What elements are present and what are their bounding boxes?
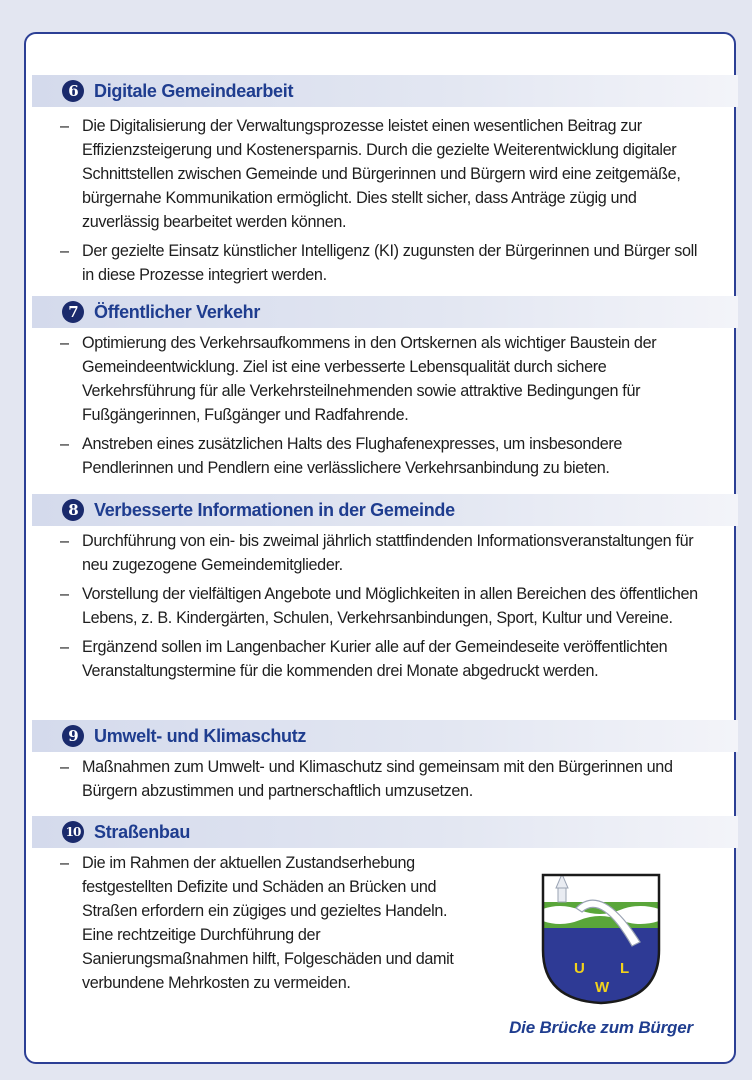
dash-bullet: –: [60, 585, 69, 603]
section-number-badge: 8: [62, 499, 84, 521]
section-number-badge: 10: [62, 821, 84, 843]
section-items-8: [60, 529, 700, 688]
section-title: Digitale Gemeindearbeit: [94, 80, 294, 101]
dash-bullet: –: [60, 758, 69, 776]
section-header-10: [32, 816, 738, 848]
list-item-text: Durchführung von ein- bis zweimal jährlich stattfindenden Informationsveranstaltungen für neu zugezogene Gemeindemitglieder.: [82, 532, 694, 574]
list-item-text: Optimierung des Verkehrsaufkommens in den Ortskernen als wichtiger Baustein der Gemeindeentwicklung. Ziel ist eine verbesserte Lebensqualität durch sichere Verkehrsführung für alle Verkehrsteilnehmenden sowie attraktive Bedingungen für Fußgängerinnen, Fußgänger und Radfahrende.: [82, 334, 657, 424]
list-item: [60, 635, 700, 683]
dash-bullet: –: [60, 334, 69, 352]
list-item-text: Der gezielte Einsatz künstlicher Intelligenz (KI) zugunsten der Bürgerinnen und Bürger soll in diese Prozesse integriert werden.: [82, 242, 698, 284]
section-title: Straßenbau: [94, 821, 191, 842]
dash-bullet: –: [60, 638, 69, 656]
list-item: [60, 239, 700, 287]
section-header-7: [32, 296, 738, 328]
section-items-7: [60, 331, 700, 485]
section-title: Verbesserte Informationen in der Gemeinde: [94, 499, 455, 520]
section-title: Öffentlicher Verkehr: [94, 301, 261, 322]
dash-bullet: –: [60, 242, 69, 260]
section-number-badge: 6: [62, 80, 84, 102]
section-header-9: [32, 720, 738, 752]
dash-bullet: –: [60, 854, 69, 872]
list-item-text: Maßnahmen zum Umwelt- und Klimaschutz sind gemeinsam mit den Bürgerinnen und Bürgern abzustimmen und partnerschaftlich umzusetzen.: [82, 758, 673, 800]
dash-bullet: –: [60, 532, 69, 550]
list-item: [60, 582, 700, 630]
list-item: [60, 114, 700, 234]
list-item-text: Anstreben eines zusätzlichen Halts des Flughafenexpresses, um insbesondere Pendlerinnen und Pendlern eine verlässlichere Verkehrsanbindung zu bieten.: [82, 435, 623, 477]
coat-of-arms-logo: [540, 872, 662, 1006]
list-item: [60, 529, 700, 577]
section-title: Umwelt- und Klimaschutz: [94, 725, 307, 746]
list-item-text: Die Digitalisierung der Verwaltungsprozesse leistet einen wesentlichen Beitrag zur Effizienzsteigerung und Kostenersparnis. Durch die gezielte Weiterentwicklung digitaler Schnittstellen zwischen Gemeinde und Bürgerinnen und Bürgern wird eine zeitgemäße, bürgernahe Kommunikation ermöglicht. Dies stellt sicher, dass Anträge zügig und zuverlässig bearbeitet werden können.: [82, 117, 681, 231]
list-item: [60, 755, 700, 803]
list-item-text: Ergänzend sollen im Langenbacher Kurier alle auf der Gemeindeseite veröffentlichten Veranstaltungstermine für die kommenden drei Monate abgedruckt werden.: [82, 638, 668, 680]
list-item-text: Die im Rahmen der aktuellen Zustandserhebung festgestellten Defizite und Schäden an Brücken und Straßen erfordern ein zügiges und gezieltes Handeln. Eine rechtzeitige Durchführung der Sanierungsmaßnahmen hilft, Folgeschäden und damit verbundene Mehrkosten zu vermeiden.: [82, 854, 454, 992]
section-number-badge: 7: [62, 301, 84, 323]
section-header-8: [32, 494, 738, 526]
dash-bullet: –: [60, 435, 69, 453]
slogan: Die Brücke zum Bürger: [509, 1018, 693, 1037]
section-number-badge: 9: [62, 725, 84, 747]
logo-letter-u: U: [574, 960, 585, 977]
section-items-10: [60, 851, 470, 1000]
logo-letter-w: W: [595, 979, 610, 996]
list-item: [60, 432, 700, 480]
dash-bullet: –: [60, 117, 69, 135]
section-items-9: [60, 755, 700, 808]
list-item: [60, 851, 470, 995]
list-item: [60, 331, 700, 427]
logo-letter-l: L: [620, 960, 630, 977]
section-header-6: [32, 75, 738, 107]
section-items-6: [60, 114, 700, 292]
list-item-text: Vorstellung der vielfältigen Angebote und Möglichkeiten in allen Bereichen des öffentlichen Lebens, z. B. Kindergärten, Schulen, Verkehrsanbindungen, Sport, Kultur und Vereine.: [82, 585, 698, 627]
